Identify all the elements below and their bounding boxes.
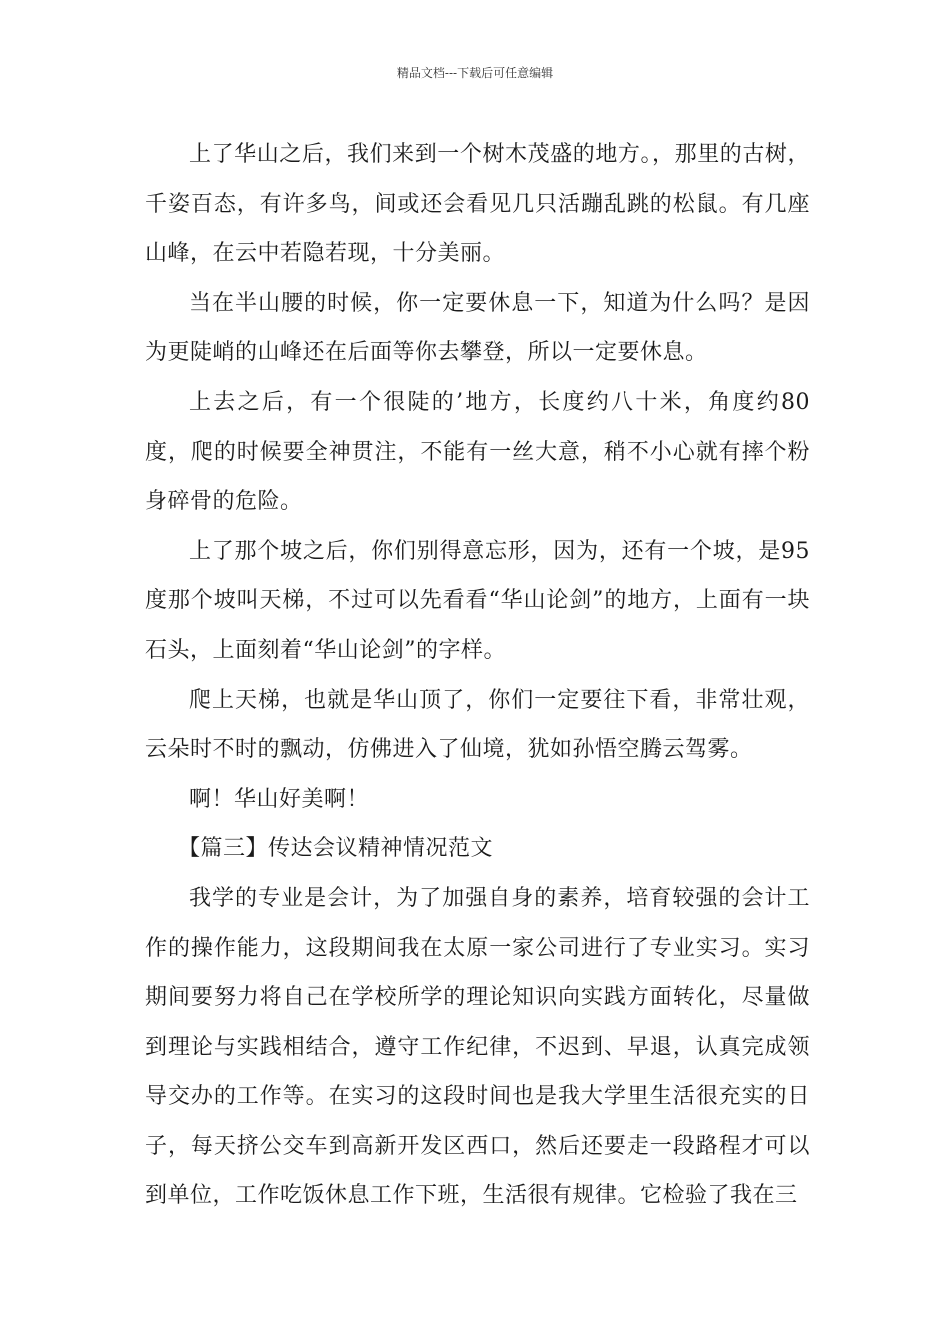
paragraph-exclamation: 啊！华山好美啊！ [189,786,370,812]
paragraph-halfway-rest: 当在半山腰的时候，你一定要休息一下，知道为什么吗？是因为更陡峭的山峰还在后面等你去攀登，所以一定要休息。 [145,290,810,366]
section-heading: 【篇三】传达会议精神情况范文 [178,836,494,862]
paragraph-sky-ladder: 上了那个坡之后，你们别得意忘形，因为，还有一个坡，是95度那个坡叫天梯，不过可以先看看“华山论剑”的地方，上面有一块石头，上面刻着“华山论剑”的字样。 [145,538,810,663]
paragraph-summit: 爬上天梯，也就是华山顶了，你们一定要往下看，非常壮观，云朵时不时的飘动，仿佛进入了仙境，犹如孙悟空腾云驾雾。 [145,687,810,763]
document-body [145,130,810,1221]
page-header: 精品文档---下载后可任意编辑 [396,66,554,80]
paragraph-internship: 我学的专业是会计，为了加强自身的素养，培育较强的会计工作的操作能力，这段期间我在太原一家公司进行了专业实习。实习期间要努力将自己在学校所学的理论知识向实践方面转化，尽量做到理论与实践相结合，遵守工作纪律，不迟到、早退，认真完成领导交办的工作等。在实习的这段时间也是我大学里生活很充实的日子，每天挤公交车到高新开发区西口，然后还要走一段路程才可以到单位，工作吃饭休息工作下班，生活很有规律。它检验了我在三 [145,885,810,1209]
paragraph-steep-slope: 上去之后，有一个很陡的’地方，长度约八十米，角度约80度，爬的时候要全神贯注，不能有一丝大意，稍不小心就有摔个粉身碎骨的危险。 [145,389,810,515]
paragraph-huashan-forest: 上了华山之后，我们来到一个树木茂盛的地方。，那里的古树，千姿百态，有许多鸟，间或还会看见几只活蹦乱跳的松鼠。有几座山峰，在云中若隐若现，十分美丽。 [145,142,810,267]
